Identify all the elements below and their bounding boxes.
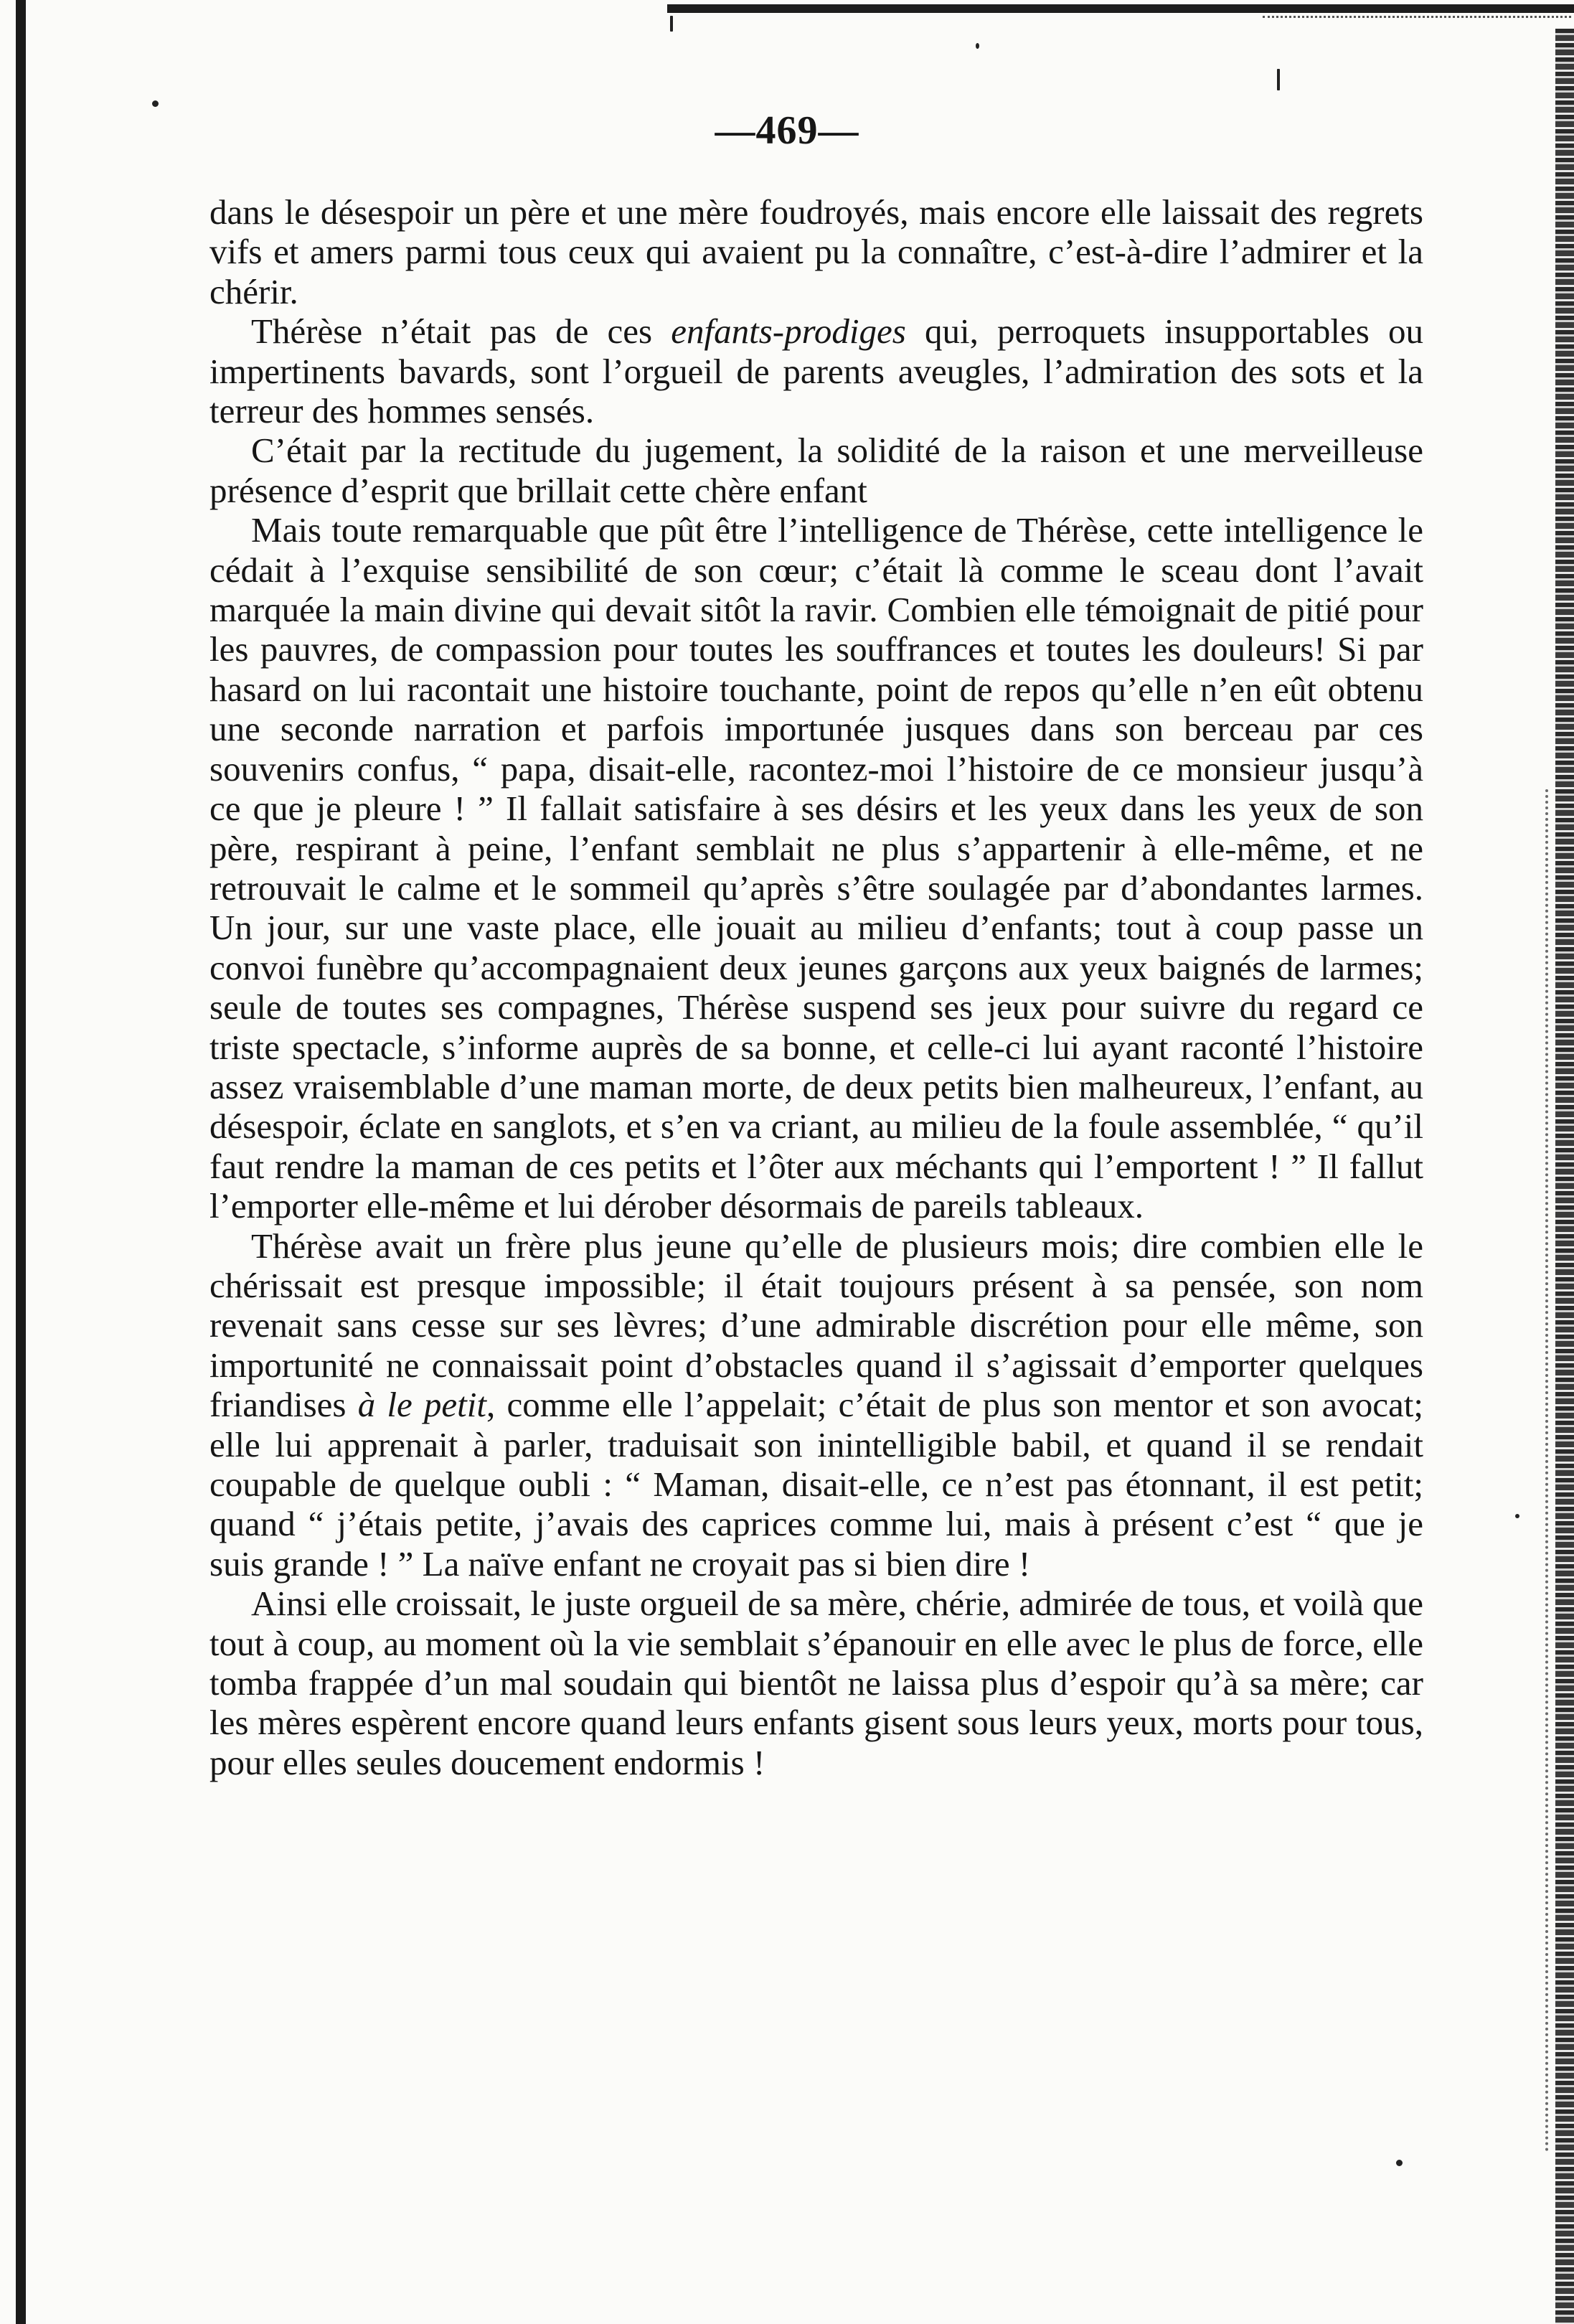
paragraph-text: , comme elle l’appelait; c’était de plus son mentor et son avocat; elle lui apprenait à parler, traduisait son inintelligible babil, et quand il se rendait coupable de quelque oubli : “ Maman, disait-elle, ce n’est pas étonnant, il est petit; quand “ j’étais petite, j’avais des caprices comme lui, mais à présent c’est “ que je suis grande ! ” La naïve enfant ne croyait pas si bien dire ! [209, 1385, 1423, 1584]
paragraph [209, 510, 1423, 1225]
paragraph [209, 192, 1423, 311]
italic-term: enfants-prodiges [671, 311, 906, 352]
paragraph-text: Thérèse n’était pas de ces [251, 311, 671, 352]
paragraph-text: dans le désespoir un père et une mère foudroyés, mais encore elle laissait des regrets vifs et amers parmi tous ceux qui avaient pu la connaître, c’est-à-dire l’admirer et la chérir. [209, 192, 1423, 311]
scan-top-dots [1263, 16, 1571, 21]
scan-speck [976, 43, 979, 49]
paragraph-text: Ainsi elle croissait, le juste orgueil de sa mère, chérie, admirée de tous, et voilà que tout à coup, au moment où la vie semblait s’épanouir en elle avec le plus de force, elle tomba frappée d’un mal soudain qui bientôt ne laissa plus d’espoir qu’à sa mère; car les mères espèrent encore quand leurs enfants gisent sous leurs yeux, morts pour tous, pour elles seules doucement endormis ! [209, 1584, 1423, 1782]
scan-speck [1396, 2160, 1403, 2166]
paragraph [209, 431, 1423, 510]
scan-speck [1515, 1514, 1519, 1518]
scan-left-edge [16, 0, 26, 2324]
paragraph [209, 1584, 1423, 1782]
page-number: —469— [715, 108, 859, 153]
scan-speck [152, 100, 159, 107]
paragraph-text: Thérèse avait un frère plus jeune qu’elle de plusieurs mois; dire combien elle le chérissait est presque impossible; il était toujours présent à sa pensée, son nom revenait sans cesse sur ses lèvres; d’une admirable discrétion pour elle même, son importunité ne connaissait point d’obstacles quand il s’agissait d’emporter quelques friandises [209, 1225, 1423, 1425]
paragraph [209, 311, 1423, 431]
scan-speck [1277, 69, 1280, 90]
paragraph [209, 1226, 1423, 1584]
paragraph-text: qui, perroquets insupportables ou impertinents bavards, sont l’orgueil de parents aveugles, l’admiration des sots et la terreur des hommes sensés. [209, 311, 1423, 431]
scan-right-edge [1555, 29, 1574, 2324]
scan-right-dots [1545, 789, 1552, 2153]
scan-speck [670, 16, 673, 32]
body-text [209, 192, 1423, 1782]
paragraph-text: C’était par la rectitude du jugement, la solidité de la raison et une merveilleuse présence d’esprit que brillait cette chère enfant [209, 431, 1423, 510]
italic-term: à le petit [357, 1385, 487, 1425]
scan-top-bar [667, 4, 1574, 13]
paragraph-text: Mais toute remarquable que pût être l’intelligence de Thérèse, cette intelligence le cédait à l’exquise sensibilité de son cœur; c’était là comme le sceau dont l’avait marquée la main divine qui devait sitôt la ravir. Combien elle témoignait de pitié pour les pauvres, de compassion pour toutes les souffrances et toutes les douleurs! Si par hasard on lui racontait une histoire touchante, point de repos qu’elle n’en eût obtenu une seconde narration et parfois importunée jusques dans son berceau par ces souvenirs confus, “ papa, disait-elle, racontez-moi l’histoire de ce monsieur jusqu’à ce que je pleure ! ” Il fallait satisfaire à ses désirs et les yeux dans les yeux de son père, respirant à peine, l’enfant semblait ne plus s’appartenir à elle-même, et ne retrouvait le calme et le sommeil qu’après s’être soulagée par d’abondantes larmes. Un jour, sur une vaste place, elle jouait au milieu d’enfants; tout à coup passe un convoi funèbre qu’accompagnaient deux jeunes garçons aux yeux baignés de larmes; seule de toutes ses compagnes, Thérèse suspend ses jeux pour suivre du regard ce triste spectacle, s’informe auprès de sa bonne, et celle-ci lui ayant raconté l’histoire assez vraisemblable d’une maman morte, de deux petits bien malheureux, l’enfant, au désespoir, éclate en sanglots, et s’en va criant, au milieu de la foule assemblée, “ qu’il faut rendre la maman de ces petits et l’ôter aux méchants qui l’emportent ! ” Il fallut l’emporter elle-même et lui dérober désormais de pareils tableaux. [209, 510, 1423, 1226]
